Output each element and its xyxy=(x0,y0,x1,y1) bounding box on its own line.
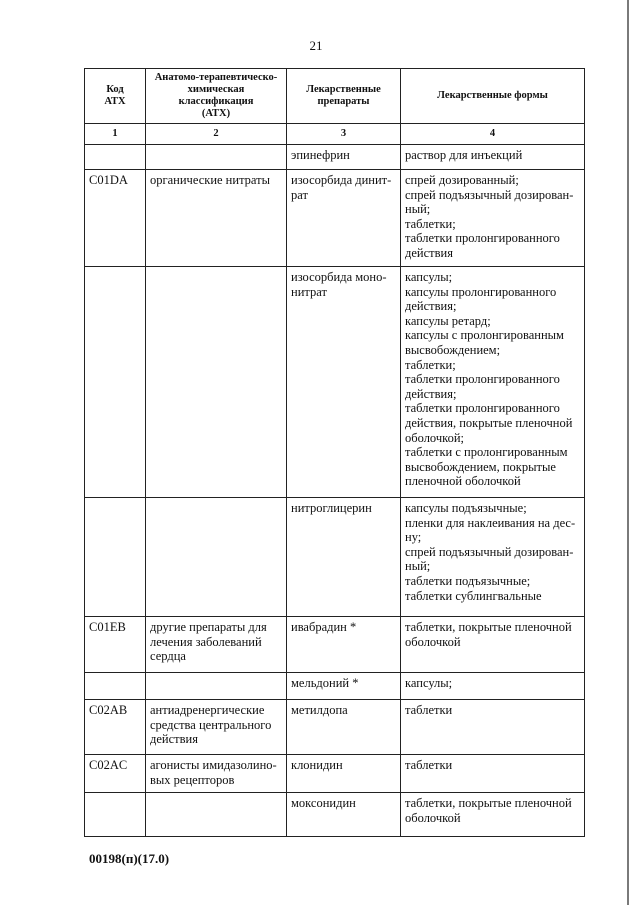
code-cell xyxy=(85,498,146,617)
classification-cell: органические нитраты xyxy=(146,170,287,267)
drug-cell: моксонидин xyxy=(287,793,401,837)
table-row xyxy=(85,673,585,700)
code-cell: C02AB xyxy=(85,700,146,755)
table-row xyxy=(85,145,585,170)
header-code: Код АТХ xyxy=(85,69,146,124)
code-cell xyxy=(85,793,146,837)
header-forms: Лекарственные формы xyxy=(401,69,585,124)
header-classification: Анатомо-терапевтическо- химическая классификация (АТХ) xyxy=(146,69,287,124)
column-number: 3 xyxy=(287,124,401,145)
code-cell xyxy=(85,267,146,498)
code-cell: C02AC xyxy=(85,755,146,793)
code-cell: C01DA xyxy=(85,170,146,267)
table-row xyxy=(85,617,585,673)
drug-cell: изосорбида моно- нитрат xyxy=(287,267,401,498)
page-number: 21 xyxy=(309,38,323,53)
drug-cell: нитроглицерин xyxy=(287,498,401,617)
forms-cell: раствор для инъекций xyxy=(401,145,585,170)
column-number: 1 xyxy=(85,124,146,145)
document-code: 00198(п)(17.0) xyxy=(89,851,170,866)
forms-cell: спрей дозированный; спрей подъязычный дозирован- ный; таблетки; таблетки пролонгированного действия xyxy=(401,170,585,267)
drug-cell: изосорбида динит- рат xyxy=(287,170,401,267)
drug-cell: метилдопа xyxy=(287,700,401,755)
drug-cell: ивабрадин * xyxy=(287,617,401,673)
forms-cell: таблетки, покрытые пленочной оболочкой xyxy=(401,793,585,837)
forms-cell: таблетки xyxy=(401,755,585,793)
classification-cell xyxy=(146,267,287,498)
forms-cell: капсулы подъязычные; пленки для наклеивания на дес- ну; спрей подъязычный дозирован- ный; таблетки подъязычные; таблетки сублингвальные xyxy=(401,498,585,617)
header-row xyxy=(85,69,585,124)
column-number-row xyxy=(85,124,585,145)
forms-cell: таблетки, покрытые пленочной оболочкой xyxy=(401,617,585,673)
classification-cell xyxy=(146,498,287,617)
drug-cell: клонидин xyxy=(287,755,401,793)
classification-cell: агонисты имидазолино- вых рецепторов xyxy=(146,755,287,793)
forms-cell: таблетки xyxy=(401,700,585,755)
table-row xyxy=(85,267,585,498)
forms-cell: капсулы; капсулы пролонгированного действия; капсулы ретард; капсулы с пролонгированным высвобождением; таблетки; таблетки пролонгированного действия; таблетки пролонгированного действия, покрытые пленочной оболочкой; таблетки с пролонгированным высвобождением, покрытые пленочной оболочкой xyxy=(401,267,585,498)
table-row xyxy=(85,498,585,617)
classification-cell: другие препараты для лечения заболеваний сердца xyxy=(146,617,287,673)
classification-cell xyxy=(146,673,287,700)
header-drugs: Лекарственные препараты xyxy=(287,69,401,124)
scan-edge-line xyxy=(627,0,629,905)
table-row xyxy=(85,755,585,793)
code-cell xyxy=(85,145,146,170)
classification-cell: антиадренергические средства центрального действия xyxy=(146,700,287,755)
column-number: 4 xyxy=(401,124,585,145)
drug-cell: мельдоний * xyxy=(287,673,401,700)
table-row xyxy=(85,793,585,837)
code-cell xyxy=(85,673,146,700)
code-cell: C01EB xyxy=(85,617,146,673)
column-number: 2 xyxy=(146,124,287,145)
forms-cell: капсулы; xyxy=(401,673,585,700)
classification-cell xyxy=(146,793,287,837)
classification-cell xyxy=(146,145,287,170)
drug-table xyxy=(84,68,585,837)
table-row xyxy=(85,700,585,755)
table-row xyxy=(85,170,585,267)
drug-cell: эпинефрин xyxy=(287,145,401,170)
